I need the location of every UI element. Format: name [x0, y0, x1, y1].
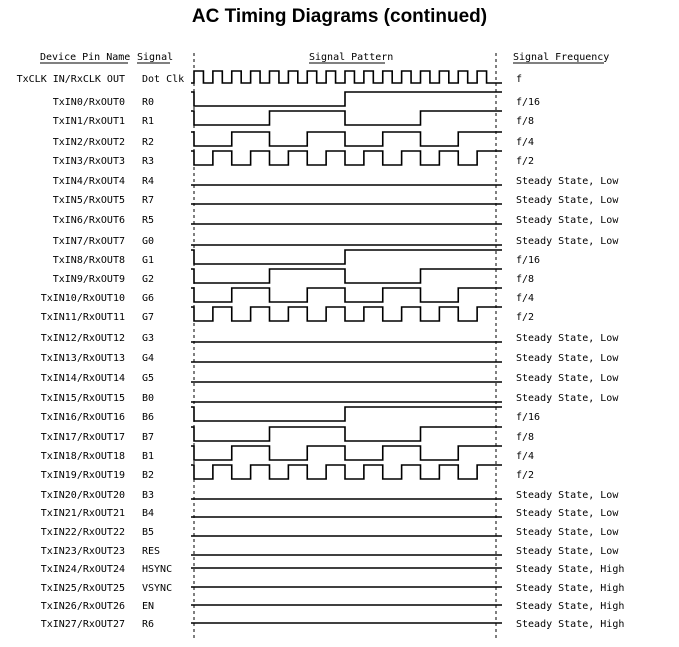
signal-name-g4: G4 [142, 353, 155, 364]
pin-name-txin14-rxout14: TxIN14/RxOUT14 [40, 373, 125, 384]
waveform-r2 [191, 132, 502, 146]
signal-frequency-hsync: Steady State, High [516, 564, 625, 575]
waveform-b1 [191, 446, 502, 460]
pin-name-txin10-rxout10: TxIN10/RxOUT10 [40, 293, 125, 304]
pin-name-txin13-rxout13: TxIN13/RxOUT13 [40, 353, 125, 364]
pin-name-txclk-in-rxclk-out: TxCLK IN/RxCLK OUT [16, 74, 125, 85]
signal-name-b4: B4 [142, 508, 155, 519]
pin-name-txin6-rxout6: TxIN6/RxOUT6 [52, 215, 125, 226]
waveform-r0 [191, 92, 502, 106]
header-device-pin-name: Device Pin Name [40, 52, 131, 63]
signal-frequency-r4: Steady State, Low [516, 176, 619, 187]
pin-name-txin27-rxout27: TxIN27/RxOUT27 [40, 619, 125, 630]
page-title: AC Timing Diagrams (continued) [191, 6, 488, 27]
signal-frequency-g2: f/8 [516, 274, 535, 285]
pin-name-txin1-rxout1: TxIN1/RxOUT1 [52, 116, 125, 127]
signal-name-r3: R3 [142, 156, 155, 167]
signal-name-g5: G5 [142, 373, 155, 384]
pin-name-txin20-rxout20: TxIN20/RxOUT20 [40, 490, 125, 501]
signal-name-g6: G6 [142, 293, 155, 304]
signal-name-r7: R7 [142, 195, 155, 206]
signal-frequency-r7: Steady State, Low [516, 195, 619, 206]
signal-name-hsync: HSYNC [142, 564, 173, 575]
signal-name-r5: R5 [142, 215, 155, 226]
signal-name-res: RES [142, 546, 161, 557]
waveform-dot-clk [191, 71, 502, 83]
pin-name-txin25-rxout25: TxIN25/RxOUT25 [40, 583, 125, 594]
waveform-r1 [191, 111, 502, 125]
pin-name-txin16-rxout16: TxIN16/RxOUT16 [40, 412, 125, 423]
signal-frequency-b7: f/8 [516, 432, 535, 443]
signal-frequency-b0: Steady State, Low [516, 393, 619, 404]
pin-name-txin22-rxout22: TxIN22/RxOUT22 [40, 527, 125, 538]
signal-frequency-b5: Steady State, Low [516, 527, 619, 538]
signal-name-b7: B7 [142, 432, 155, 443]
signal-frequency-g3: Steady State, Low [516, 333, 619, 344]
pin-name-txin4-rxout4: TxIN4/RxOUT4 [52, 176, 125, 187]
pin-name-txin2-rxout2: TxIN2/RxOUT2 [52, 137, 125, 148]
signal-frequency-g4: Steady State, Low [516, 353, 619, 364]
signal-name-r6: R6 [142, 619, 155, 630]
signal-name-g0: G0 [142, 236, 155, 247]
pin-name-txin9-rxout9: TxIN9/RxOUT9 [52, 274, 125, 285]
signal-name-b1: B1 [142, 451, 155, 462]
header-signal: Signal [137, 52, 174, 63]
signal-frequency-g7: f/2 [516, 312, 535, 323]
signal-name-g2: G2 [142, 274, 155, 285]
header-signal-frequency: Signal Frequency [513, 52, 610, 63]
signal-frequency-b4: Steady State, Low [516, 508, 619, 519]
signal-name-r0: R0 [142, 97, 155, 108]
pin-name-txin3-rxout3: TxIN3/RxOUT3 [52, 156, 125, 167]
pin-name-txin18-rxout18: TxIN18/RxOUT18 [40, 451, 125, 462]
pin-name-txin17-rxout17: TxIN17/RxOUT17 [40, 432, 125, 443]
pin-name-txin21-rxout21: TxIN21/RxOUT21 [40, 508, 125, 519]
signal-frequency-en: Steady State, High [516, 601, 625, 612]
signal-name-g1: G1 [142, 255, 155, 266]
signal-frequency-r0: f/16 [516, 97, 541, 108]
signal-frequency-res: Steady State, Low [516, 546, 619, 557]
pin-name-txin24-rxout24: TxIN24/RxOUT24 [40, 564, 125, 575]
signal-name-b3: B3 [142, 490, 155, 501]
signal-name-r4: R4 [142, 176, 155, 187]
signal-frequency-b3: Steady State, Low [516, 490, 619, 501]
signal-frequency-r6: Steady State, High [516, 619, 625, 630]
signal-frequency-g6: f/4 [516, 293, 535, 304]
pin-name-txin12-rxout12: TxIN12/RxOUT12 [40, 333, 125, 344]
signal-name-r1: R1 [142, 116, 155, 127]
pin-name-txin5-rxout5: TxIN5/RxOUT5 [52, 195, 125, 206]
waveform-r3 [191, 151, 502, 165]
pin-name-txin23-rxout23: TxIN23/RxOUT23 [40, 546, 125, 557]
signal-frequency-g5: Steady State, Low [516, 373, 619, 384]
signal-name-vsync: VSYNC [142, 583, 173, 594]
pin-name-txin26-rxout26: TxIN26/RxOUT26 [40, 601, 125, 612]
waveform-b6 [191, 407, 502, 421]
signal-frequency-vsync: Steady State, High [516, 583, 625, 594]
signal-frequency-r2: f/4 [516, 137, 535, 148]
signal-name-b5: B5 [142, 527, 155, 538]
signal-name-g7: G7 [142, 312, 155, 323]
waveform-g7 [191, 307, 502, 321]
signal-name-en: EN [142, 601, 155, 612]
signal-frequency-g1: f/16 [516, 255, 541, 266]
waveform-b2 [191, 465, 502, 479]
signal-frequency-b6: f/16 [516, 412, 541, 423]
waveform-g1 [191, 250, 502, 264]
pin-name-txin19-rxout19: TxIN19/RxOUT19 [40, 470, 125, 481]
waveform-g6 [191, 288, 502, 302]
signal-name-b6: B6 [142, 412, 155, 423]
waveform-b7 [191, 427, 502, 441]
signal-frequency-r1: f/8 [516, 116, 535, 127]
pin-name-txin11-rxout11: TxIN11/RxOUT11 [40, 312, 125, 323]
signal-rows [17, 71, 625, 630]
signal-name-g3: G3 [142, 333, 155, 344]
waveform-g2 [191, 269, 502, 283]
header-signal-pattern: Signal Pattern [309, 52, 394, 63]
signal-frequency-b1: f/4 [516, 451, 535, 462]
pin-name-txin15-rxout15: TxIN15/RxOUT15 [40, 393, 125, 404]
signal-frequency-r5: Steady State, Low [516, 215, 619, 226]
signal-name-b2: B2 [142, 470, 155, 481]
signal-frequency-r3: f/2 [516, 156, 535, 167]
signal-name-r2: R2 [142, 137, 155, 148]
pin-name-txin0-rxout0: TxIN0/RxOUT0 [52, 97, 125, 108]
signal-name-dot-clk: Dot Clk [142, 74, 185, 85]
signal-frequency-b2: f/2 [516, 470, 535, 481]
pin-name-txin8-rxout8: TxIN8/RxOUT8 [52, 255, 125, 266]
signal-name-b0: B0 [142, 393, 155, 404]
pin-name-txin7-rxout7: TxIN7/RxOUT7 [52, 236, 125, 247]
signal-frequency-g0: Steady State, Low [516, 236, 619, 247]
signal-frequency-dot-clk: f [516, 74, 523, 85]
